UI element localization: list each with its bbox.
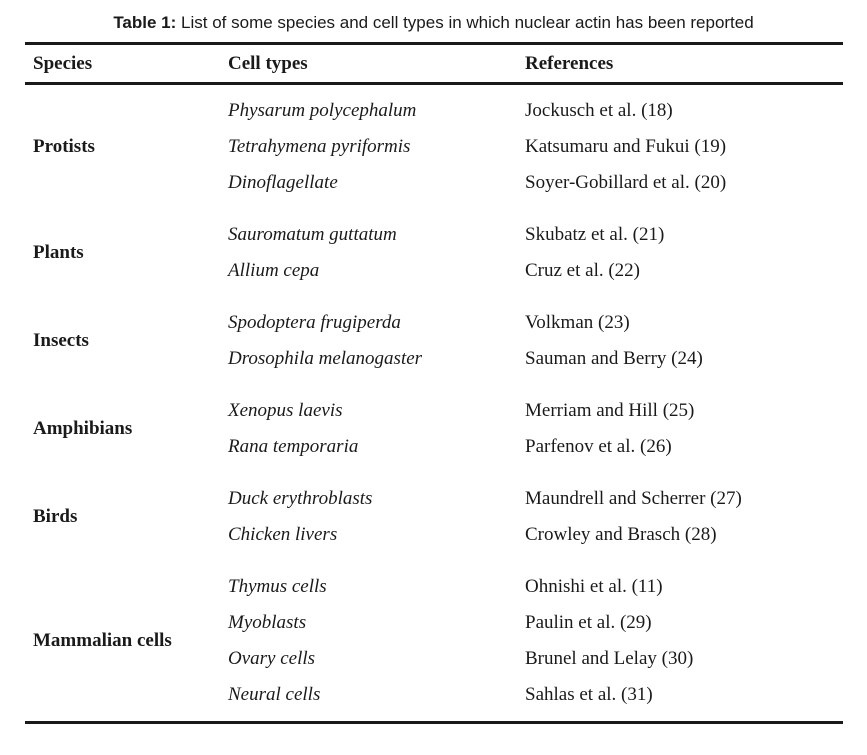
table-caption-text: List of some species and cell types in which nuclear actin has been reported bbox=[181, 13, 754, 32]
cell-types-col bbox=[222, 305, 519, 377]
reference-value: Crowley and Brasch (28) bbox=[525, 524, 717, 545]
cell-type-value: Ovary cells bbox=[228, 648, 316, 669]
cell-type-value: Spodoptera frugiperda bbox=[228, 312, 401, 333]
reference-value: Maundrell and Scherrer (27) bbox=[525, 488, 742, 509]
reference-value: Katsumaru and Fukui (19) bbox=[525, 136, 727, 157]
reference-value: Merriam and Hill (25) bbox=[525, 400, 695, 421]
table-caption bbox=[0, 0, 867, 42]
species-cell: Plants bbox=[33, 242, 84, 263]
species-cell: Birds bbox=[33, 506, 78, 527]
cell-types-col bbox=[222, 481, 519, 553]
reference-value: Soyer-Gobillard et al. (20) bbox=[525, 172, 727, 193]
column-header-cell-types: Cell types bbox=[228, 52, 308, 74]
cell-type-value: Tetrahymena pyriformis bbox=[228, 136, 411, 157]
species-cell: Insects bbox=[33, 330, 89, 351]
reference-value: Jockusch et al. (18) bbox=[525, 100, 673, 121]
reference-value: Sauman and Berry (24) bbox=[525, 348, 703, 369]
references-col bbox=[519, 93, 843, 201]
table-header-row bbox=[25, 45, 843, 85]
species-cell: Mammalian cells bbox=[33, 630, 172, 651]
cell-type-value: Allium cepa bbox=[228, 260, 320, 281]
reference-value: Sahlas et al. (31) bbox=[525, 684, 653, 705]
cell-type-value: Chicken livers bbox=[228, 524, 338, 545]
references-col bbox=[519, 305, 843, 377]
cell-type-value: Physarum polycephalum bbox=[228, 100, 417, 121]
species-group-row bbox=[25, 561, 843, 721]
cell-type-value: Thymus cells bbox=[228, 576, 327, 597]
cell-type-value: Myoblasts bbox=[228, 612, 307, 633]
cell-type-value: Sauromatum guttatum bbox=[228, 224, 397, 245]
cell-type-value: Dinoflagellate bbox=[228, 172, 338, 193]
references-col bbox=[519, 393, 843, 465]
reference-value: Brunel and Lelay (30) bbox=[525, 648, 694, 669]
cell-type-value: Rana temporaria bbox=[228, 436, 359, 457]
column-header-references: References bbox=[525, 52, 614, 74]
reference-value: Parfenov et al. (26) bbox=[525, 436, 672, 457]
reference-value: Paulin et al. (29) bbox=[525, 612, 652, 633]
species-table bbox=[25, 42, 843, 724]
column-header-species: Species bbox=[33, 52, 93, 74]
references-col bbox=[519, 481, 843, 553]
species-group-row bbox=[25, 85, 843, 209]
cell-type-value: Duck erythroblasts bbox=[228, 488, 373, 509]
species-group-row bbox=[25, 385, 843, 473]
references-col bbox=[519, 217, 843, 289]
cell-type-value: Drosophila melanogaster bbox=[228, 348, 423, 369]
cell-type-value: Xenopus laevis bbox=[228, 400, 343, 421]
species-group-row bbox=[25, 297, 843, 385]
cell-types-col bbox=[222, 93, 519, 201]
cell-type-value: Neural cells bbox=[228, 684, 321, 705]
cell-types-col bbox=[222, 393, 519, 465]
table-body bbox=[25, 85, 843, 721]
table-caption-label: Table 1: bbox=[113, 13, 177, 32]
species-group-row bbox=[25, 473, 843, 561]
reference-value: Skubatz et al. (21) bbox=[525, 224, 665, 245]
reference-value: Cruz et al. (22) bbox=[525, 260, 641, 281]
reference-value: Volkman (23) bbox=[525, 312, 630, 333]
reference-value: Ohnishi et al. (11) bbox=[525, 576, 663, 597]
species-group-row bbox=[25, 209, 843, 297]
cell-types-col bbox=[222, 217, 519, 289]
references-col bbox=[519, 569, 843, 713]
cell-types-col bbox=[222, 569, 519, 713]
species-cell: Amphibians bbox=[33, 418, 133, 439]
species-cell: Protists bbox=[33, 136, 95, 157]
